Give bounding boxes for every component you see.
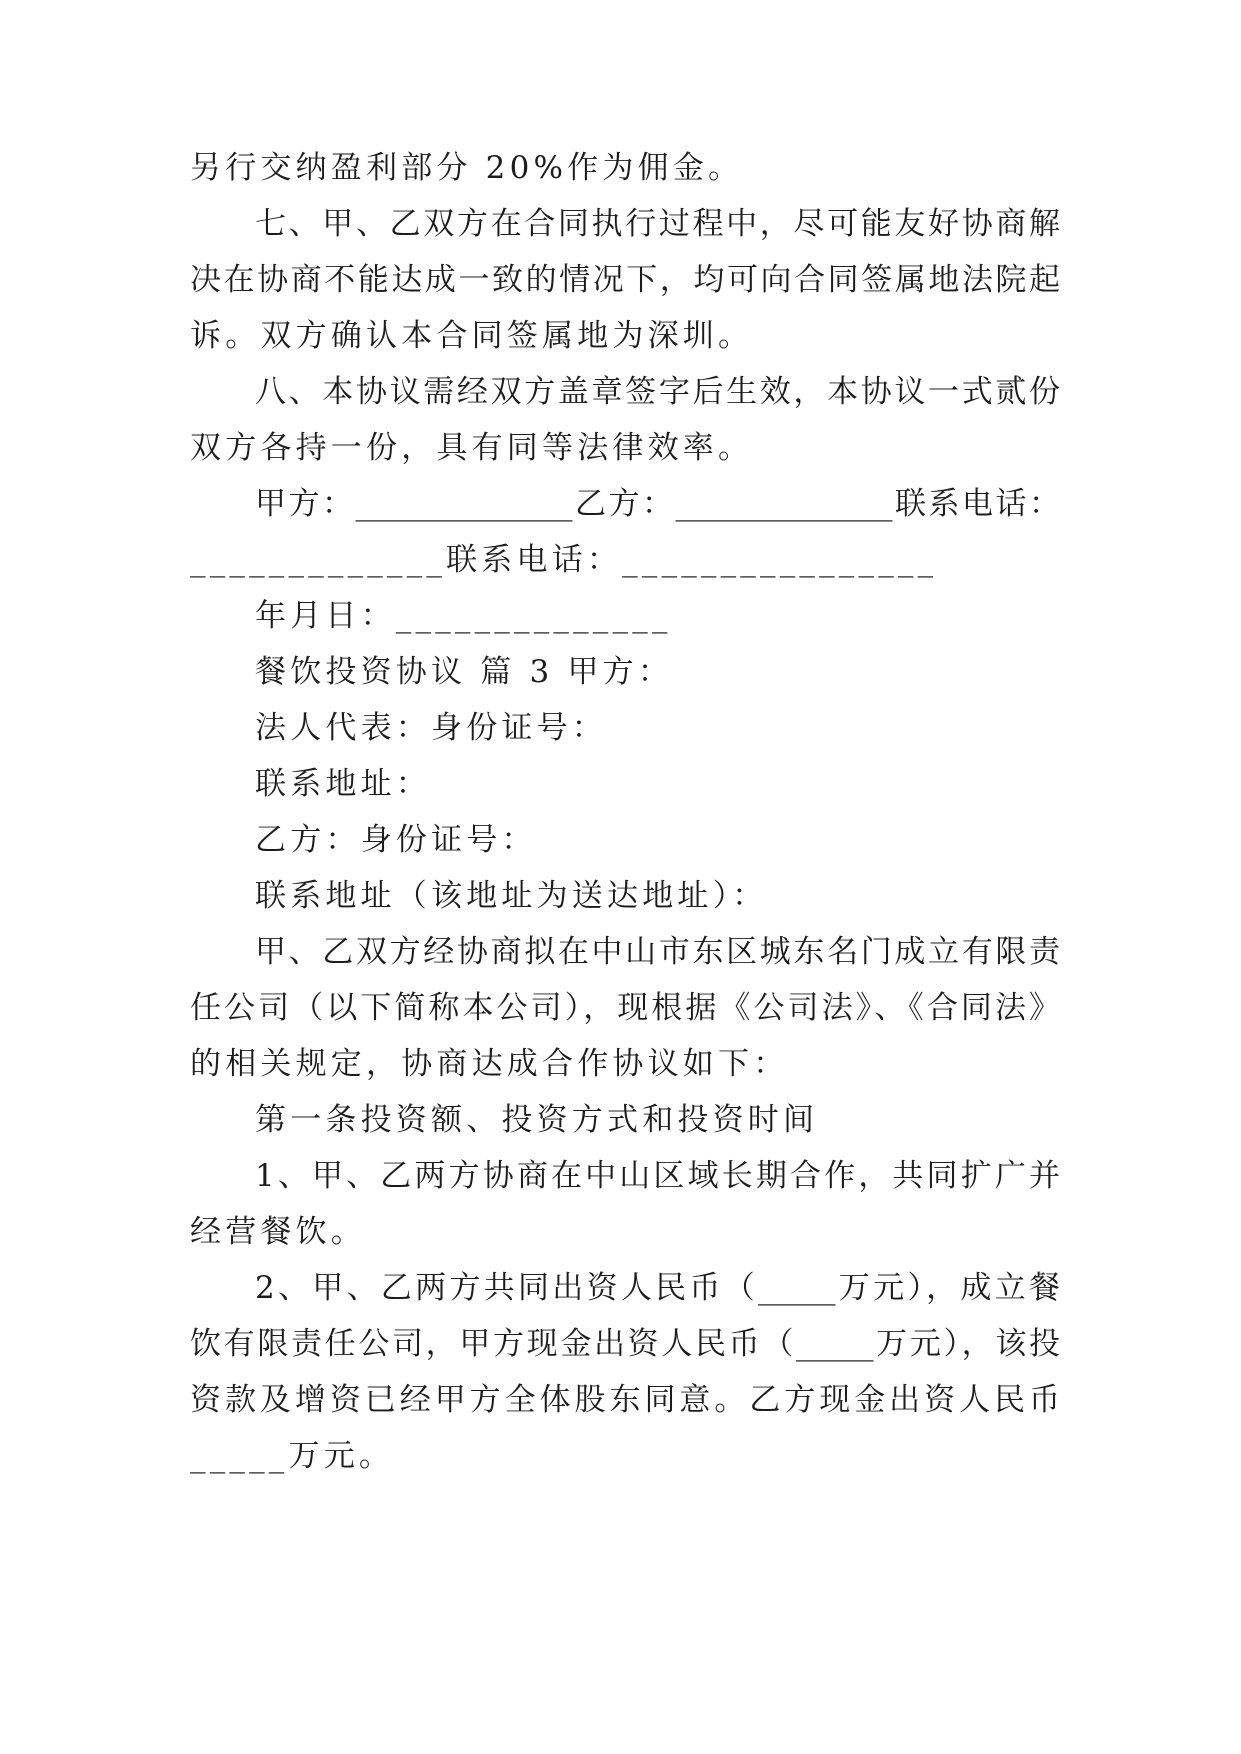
- text-line-6: 双方各持一份，具有同等法律效率。: [190, 430, 754, 466]
- text-line-4: 诉。双方确认本合同签属地为深圳。: [190, 318, 754, 354]
- text-line-19: 1、甲、乙两方协商在中山区域长期合作，共同扩广并: [255, 1158, 1060, 1194]
- text-line-24: _____万元。: [190, 1438, 395, 1474]
- text-line-16: 任公司（以下简称本公司），现根据《公司法》、《合同法》: [190, 990, 1060, 1026]
- text-line-15: 甲、乙双方经协商拟在中山市东区城东名门成立有限责: [255, 934, 1060, 970]
- text-line-2: 七、甲、乙双方在合同执行过程中，尽可能友好协商解: [255, 206, 1060, 242]
- text-line-21: 2、甲、乙两方共同出资人民币（_____万元），成立餐: [255, 1270, 1060, 1306]
- field-legal-representative: 法人代表：身份证号：: [255, 710, 607, 746]
- article-one-heading: 第一条投资额、投资方式和投资时间: [255, 1102, 819, 1138]
- text-line-22: 饮有限责任公司，甲方现金出资人民币（_____万元），该投: [190, 1326, 1060, 1362]
- text-line-20: 经营餐饮。: [190, 1214, 366, 1250]
- signature-line-date: 年月日：______________: [255, 598, 672, 634]
- signature-line-parties: 甲方：______________乙方：______________联系电话：: [255, 486, 1060, 522]
- field-party-b: 乙方：身份证号：: [255, 822, 537, 858]
- agreement-heading: 餐饮投资协议 篇 3 甲方：: [255, 654, 674, 690]
- text-line-3: 决在协商不能达成一致的情况下，均可向合同签属地法院起: [190, 262, 1060, 298]
- text-line-5: 八、本协议需经双方盖章签字后生效，本协议一式贰份: [255, 374, 1060, 410]
- text-line-17: 的相关规定，协商达成合作协议如下：: [190, 1046, 789, 1082]
- field-contact-address: 联系地址：: [255, 766, 431, 802]
- field-delivery-address: 联系地址（该地址为送达地址）：: [255, 878, 768, 914]
- signature-line-phone: _____________联系电话：________________: [190, 542, 938, 578]
- text-line-1: 另行交纳盈利部分 20%作为佣金。: [190, 150, 744, 186]
- text-line-23: 资款及增资已经甲方全体股东同意。乙方现金出资人民币: [190, 1382, 1060, 1418]
